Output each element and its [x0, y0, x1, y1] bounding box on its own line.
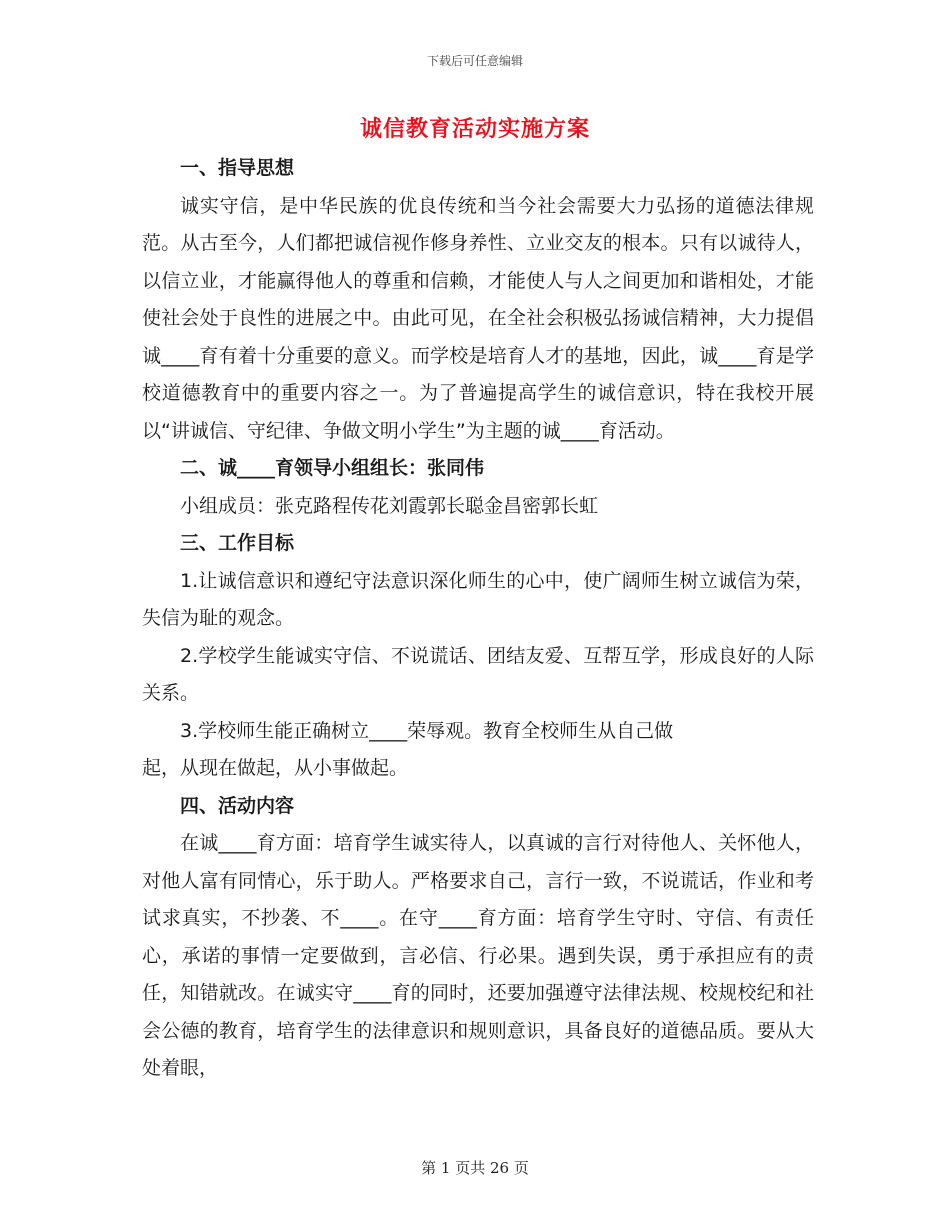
goal-item-1: 1.让诚信意识和遵纪守法意识深化师生的心中，使广阔师生树立诚信为荣，失信为耻的观念。 [142, 569, 814, 629]
section-heading-leadership-group: 二、诚____育领导小组组长：张同伟 [180, 457, 485, 479]
goal-item-3-line-1: 3.学校师生能正确树立____荣辱观。教育全校师生从自己做 [180, 719, 674, 742]
goal-item-3-line-2: 起，从现在做起，从小事做起。 [142, 757, 409, 779]
paragraph-activity-content: 在诚____育方面：培育学生诚实待人，以真诚的言行对待他人、关怀他人，对他人富有同情心，乐于助人。严格要求自己，言行一致，不说谎话，作业和考试求真实，不抄袭、不____。在守____育方面：培育学生守时、守信、有责任心，承诺的事情一定要做到，言必信、行必果。遇到失误，勇于承担应有的责任，知错就改。在诚实守____育的同时，还要加强遵守法律法规、校规校纪和社会公德的教育，培育学生的法律意识和规则意识，具备良好的道德品质。要从大处着眼， [142, 832, 814, 1079]
goal-item-2: 2.学校学生能诚实守信、不说谎话、团结友爱、互帮互学，形成良好的人际关系。 [142, 644, 814, 704]
paragraph-guiding-thought: 诚实守信，是中华民族的优良传统和当今社会需要大力弘扬的道德法律规范。从古至今，人们都把诚信视作修身养性、立业交友的根本。只有以诚待人，以信立业，才能赢得他人的尊重和信赖，才能使人与人之间更加和谐相处，才能使社会处于良性的进展之中。由此可见，在全社会积极弘扬诚信精神，大力提倡诚____育有着十分重要的意义。而学校是培育人才的基地，因此，诚____育是学校道德教育中的重要内容之一。为了普遍提高学生的诚信意识，特在我校开展以“讲诚信、守纪律、争做文明小学生”为主题的诚____育活动。 [142, 194, 814, 442]
section-heading-activity-content: 四、活动内容 [180, 794, 295, 817]
section-heading-work-goals: 三、工作目标 [180, 532, 295, 554]
page-number: 第 1 页共 26 页 [421, 1159, 529, 1177]
paragraph-group-members: 小组成员：张克路程传花刘霞郭长聪金昌密郭长虹 [180, 494, 599, 517]
section-heading-guiding-thought: 一、指导思想 [180, 157, 295, 179]
document-body [142, 150, 814, 1088]
document-title: 诚信教育活动实施方案 [359, 117, 590, 142]
page-header: 下载后可任意编辑 [426, 54, 523, 68]
